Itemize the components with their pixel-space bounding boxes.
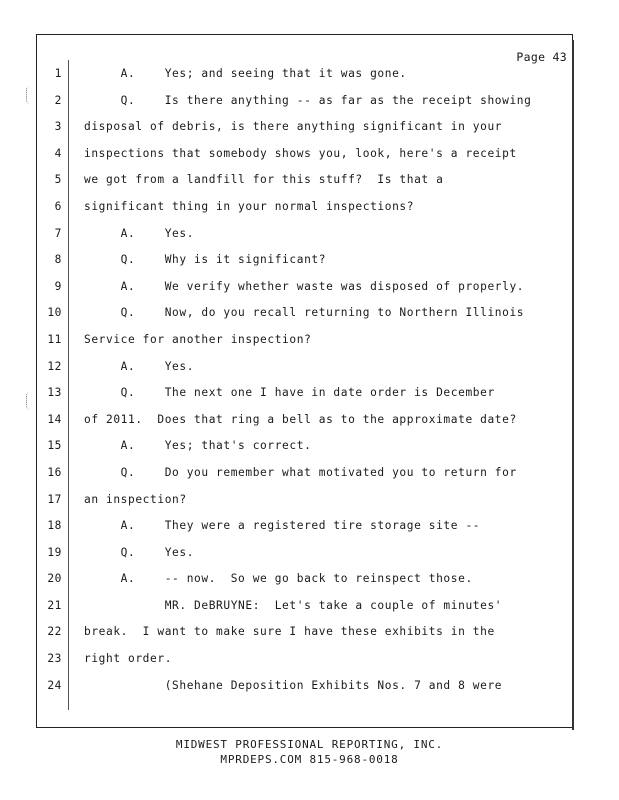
punch-hole-mark <box>26 86 35 104</box>
line-text: A. Yes; that's correct. <box>84 439 312 453</box>
line-text: A. Yes; and seeing that it was gone. <box>84 67 407 80</box>
line-text: Q. Is there anything -- as far as the receipt showing <box>84 93 532 107</box>
line-text: Q. The next one I have in date order is December <box>84 386 495 400</box>
transcript-line <box>36 360 573 387</box>
line-number: 6 <box>54 199 62 213</box>
transcript-line <box>36 67 573 94</box>
transcript-line <box>36 625 573 652</box>
line-text: break. I want to make sure I have these exhibits in the <box>84 625 495 639</box>
transcript-line <box>36 94 573 121</box>
transcript-line <box>36 227 573 254</box>
line-text: A. -- now. So we go back to reinspect those. <box>84 572 473 586</box>
transcript-line <box>36 253 573 280</box>
transcript-line <box>36 493 573 520</box>
transcript-line <box>36 413 573 440</box>
transcript-line <box>36 439 573 466</box>
line-text: disposal of debris, is there anything significant in your <box>84 120 503 134</box>
line-text: Q. Now, do you recall returning to Northern Illinois <box>84 306 525 320</box>
line-number: 3 <box>54 120 62 134</box>
line-text: A. They were a registered tire storage site -- <box>84 519 481 533</box>
line-number: 13 <box>47 386 62 400</box>
transcript-lines <box>36 67 573 705</box>
line-number: 5 <box>54 173 62 187</box>
punch-hole-mark <box>26 392 35 410</box>
line-text: A. Yes. <box>84 359 195 373</box>
line-number: 8 <box>54 253 62 267</box>
transcript-line <box>36 546 573 573</box>
transcript-line <box>36 173 573 200</box>
line-text: (Shehane Deposition Exhibits Nos. 7 and 8 were <box>84 678 503 692</box>
line-text: Q. Yes. <box>84 545 195 559</box>
transcript-line <box>36 519 573 546</box>
transcript-line <box>36 679 573 706</box>
line-number: 7 <box>54 226 62 240</box>
line-text: we got from a landfill for this stuff? Is that a <box>84 173 444 187</box>
line-number: 16 <box>47 465 62 479</box>
line-number: 1 <box>54 67 62 80</box>
line-number: 2 <box>54 93 62 107</box>
transcript-line <box>36 200 573 227</box>
line-text: Q. Why is it significant? <box>84 253 327 267</box>
line-number: 22 <box>47 625 62 639</box>
transcript-line <box>36 306 573 333</box>
line-text: A. We verify whether waste was disposed of properly. <box>84 279 525 293</box>
transcript-line <box>36 652 573 679</box>
line-text: right order. <box>84 652 173 666</box>
line-number: 11 <box>47 332 62 346</box>
page-number: Page 43 <box>516 50 567 64</box>
line-number: 19 <box>47 545 62 559</box>
line-number: 12 <box>47 359 62 373</box>
transcript-line <box>36 147 573 174</box>
transcript-line <box>36 120 573 147</box>
transcript-line <box>36 386 573 413</box>
transcript-line <box>36 572 573 599</box>
line-number: 4 <box>54 146 62 160</box>
line-number: 15 <box>47 439 62 453</box>
line-text: Q. Do you remember what motivated you to return for <box>84 465 517 479</box>
line-text: of 2011. Does that ring a bell as to the approximate date? <box>84 412 517 426</box>
line-number: 21 <box>47 598 62 612</box>
line-text: MR. DeBRUYNE: Let's take a couple of minutes' <box>84 598 503 612</box>
line-text: an inspection? <box>84 492 187 506</box>
footer-company: MIDWEST PROFESSIONAL REPORTING, INC. <box>175 738 444 751</box>
line-number: 24 <box>47 678 62 692</box>
footer-contact: MPRDEPS.COM 815-968-0018 <box>220 753 399 766</box>
line-number: 23 <box>47 652 62 666</box>
line-number: 10 <box>47 306 62 320</box>
line-text: significant thing in your normal inspections? <box>84 199 415 213</box>
line-number: 18 <box>47 519 62 533</box>
line-text: Service for another inspection? <box>84 332 312 346</box>
line-text: A. Yes. <box>84 226 195 240</box>
line-text: inspections that somebody shows you, look, here's a receipt <box>84 146 517 160</box>
transcript-line <box>36 466 573 493</box>
transcript-line <box>36 280 573 307</box>
line-number: 14 <box>47 412 62 426</box>
line-number: 17 <box>47 492 62 506</box>
transcript-line <box>36 333 573 360</box>
transcript-line <box>36 599 573 626</box>
line-number: 9 <box>54 279 62 293</box>
line-number: 20 <box>47 572 62 586</box>
